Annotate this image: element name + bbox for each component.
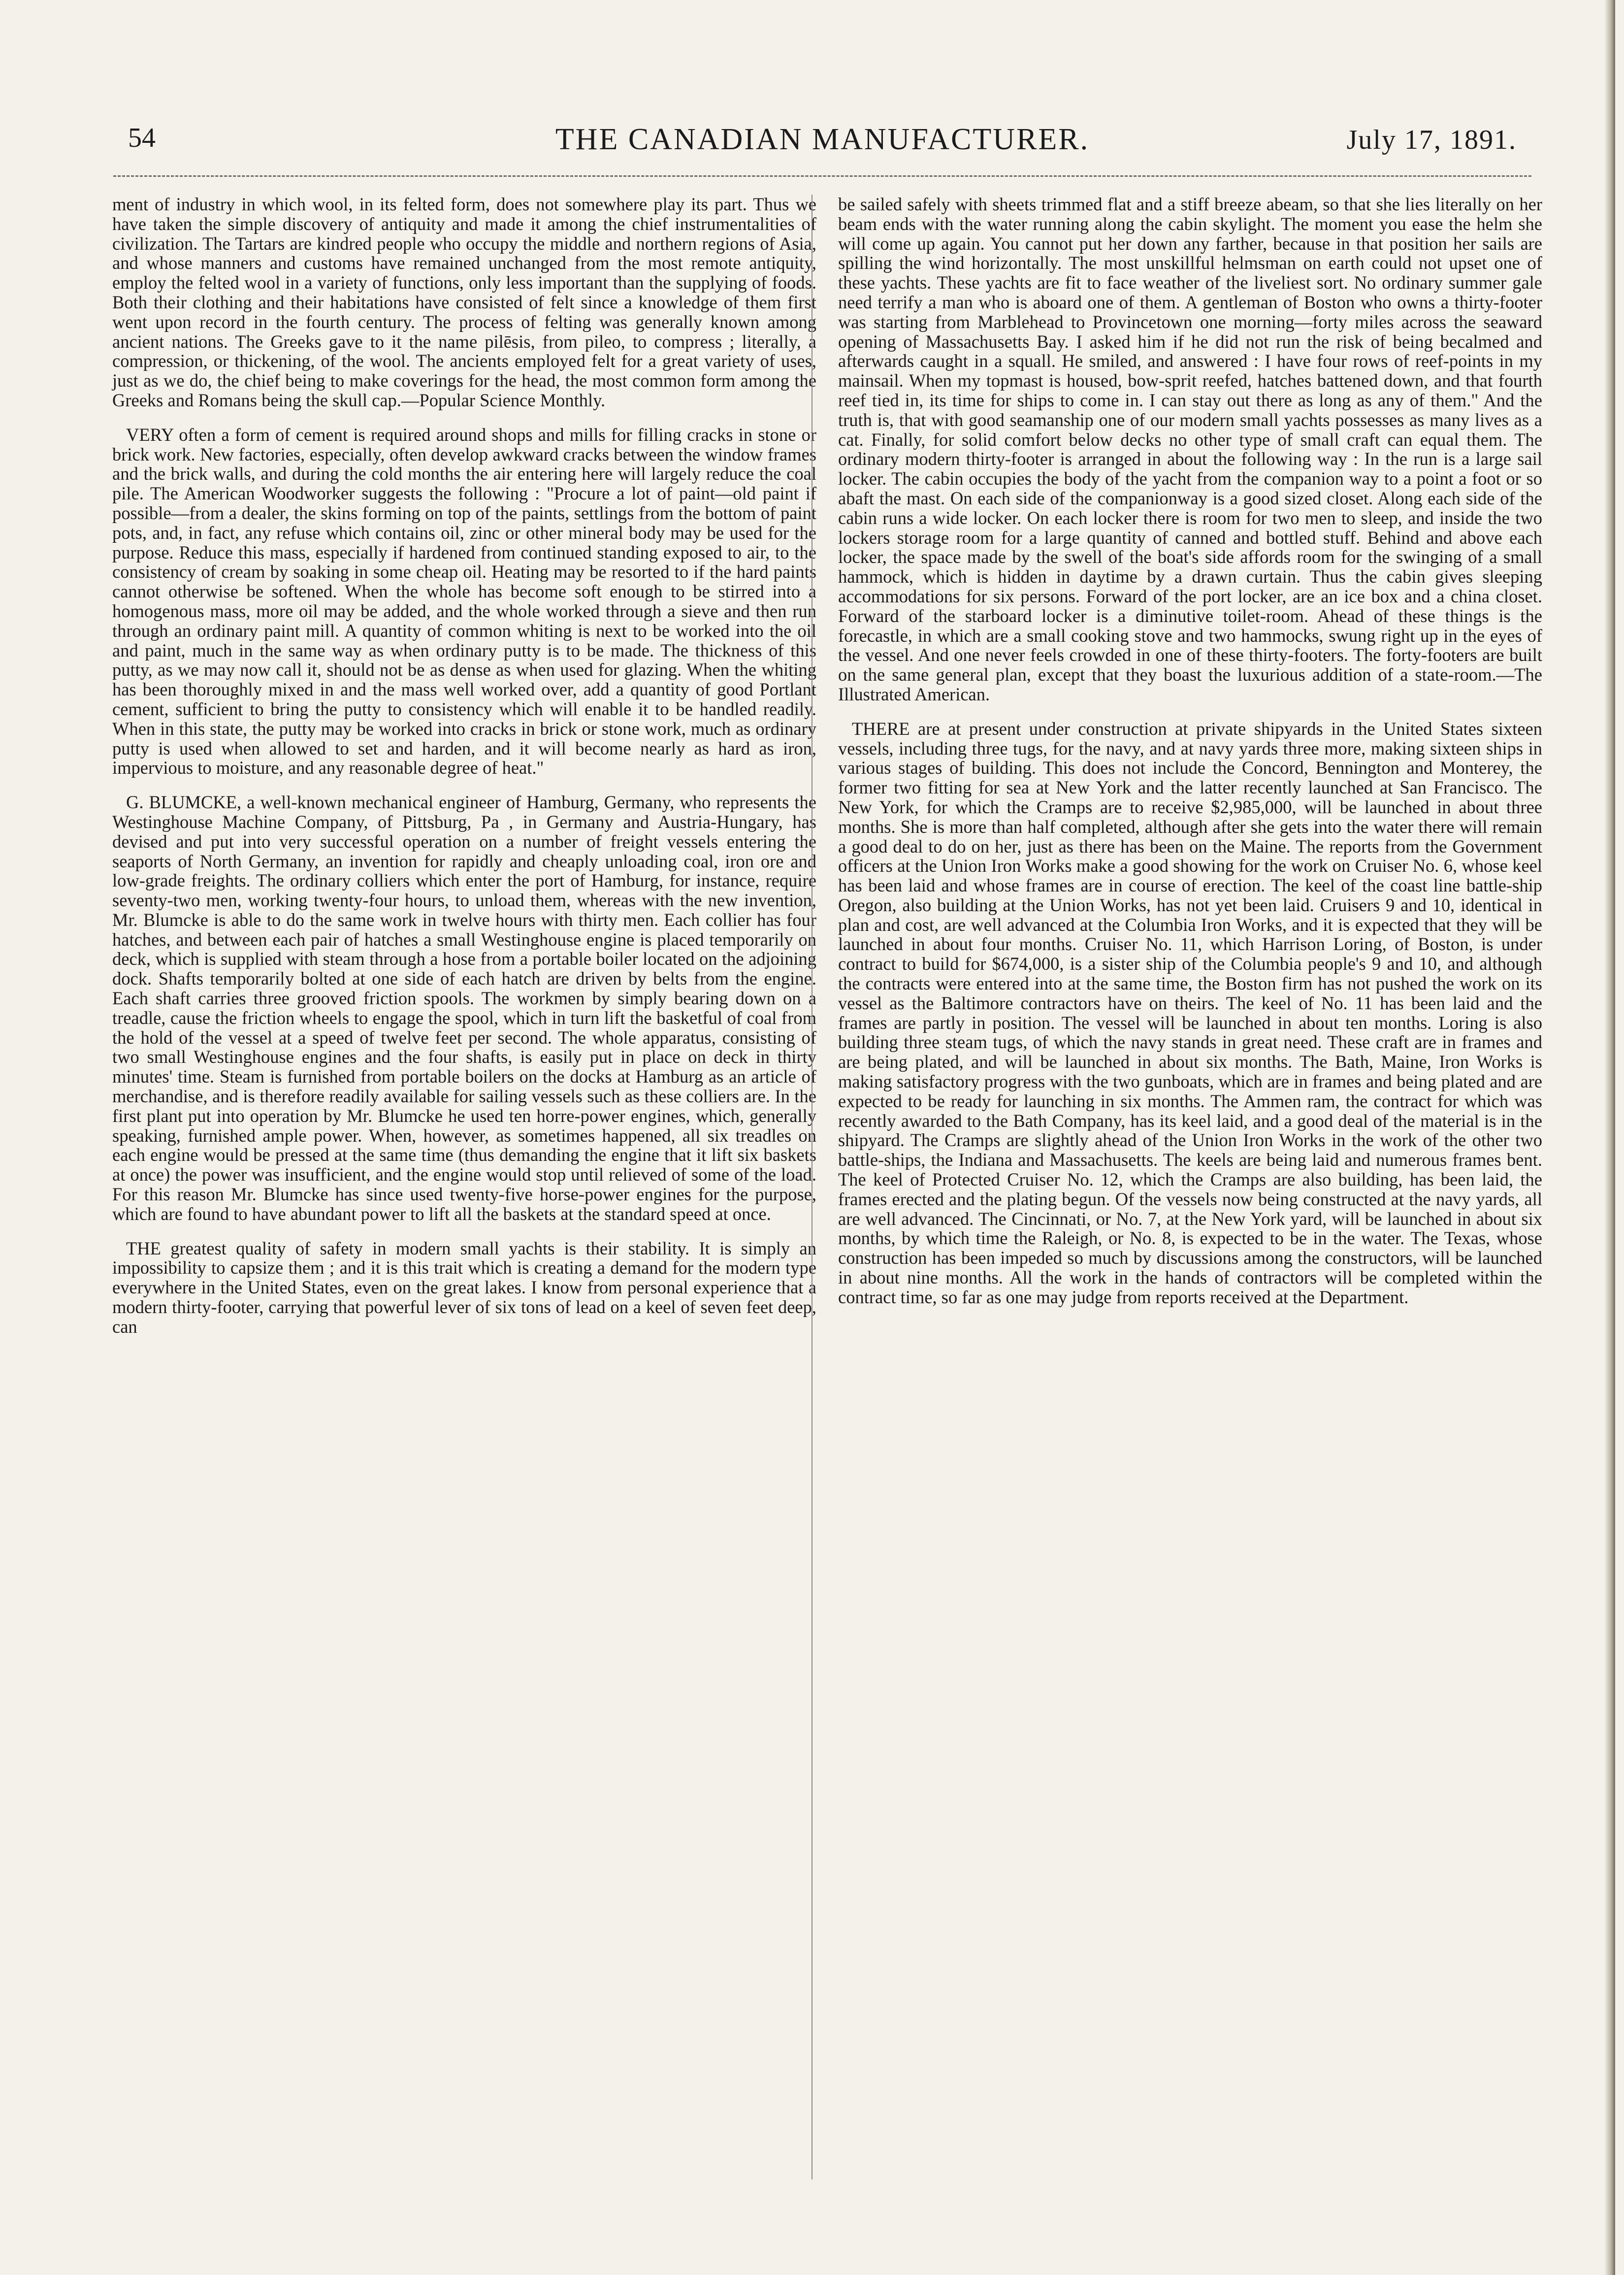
- article-navy-vessels: THERE are at present under construction at private shipyards in the United States sixteen vessels, including three tugs, for the navy, and at navy yards three more, making sixteen ships in various stages of building. This does not include the Concord, Bennington and Monterey, the former two fitting for sea at New York and the latter recently launched at San Francisco. The New York, for which the Cramps are to receive $2,985,000, will be launched in about three months. She is more than half completed, although after she gets into the water there will remain a good deal to do on her, just as there has been on the Maine. The reports from the Government officers at the Union Iron Works make a good showing for the work on Cruiser No. 6, whose keel has been laid and whose frames are in course of erection. The keel of the coast line battle-ship Oregon, also building at the Union Works, has not yet been laid. Cruisers 9 and 10, identical in plan and cost, are well advanced at the Columbia Iron Works, and it is expected that they will be launched in about four months. Cruiser No. 11, which Harrison Loring, of Boston, is under contract to build for $674,000, is a sister ship of the Columbia people's 9 and 10, and although the contracts were entered into at the same time, the Boston firm has not pushed the work on its vessel as the Baltimore contractors have on theirs. The keel of No. 11 has been laid and the frames are partly in position. The vessel will be launched in about ten months. Loring is also building three steam tugs, of which the navy stands in great need. These craft are in frames and are being plated, and will be launched in about six months. The Bath, Maine, Iron Works is making satisfactory progress with the two gunboats, which are in frames and being plated and are expected to be ready for launching in six months. The Ammen ram, the contract for which was recently awarded to the Bath Company, has its keel laid, and a good deal of the material is in the shipyard. The Cramps are slightly ahead of the Union Iron Works in the work of the other two battle-ships, the Indiana and Massachusetts. The keels are being laid and numerous frames bent. The keel of Protected Cruiser No. 12, which the Cramps are also building, has been laid, the frames erected and the plating begun. Of the vessels now being constructed at the navy yards, all are well advanced. The Cincinnati, or No. 7, at the New York yard, will be launched in about six months, by which time the Raleigh, or No. 8, is expected to be in the water. The Texas, whose construction has been impeded so much by discussions among the constructors, will be launched in about nine months. All the work in the hands of contractors will be completed within the contract time, so far as one may judge from reports received at the Department.: [838, 718, 1542, 1307]
- header-rule: [113, 175, 1531, 177]
- publication-title: THE CANADIAN MANUFACTURER.: [555, 123, 1090, 156]
- page-header: [113, 117, 1531, 171]
- left-column: [112, 195, 816, 1352]
- page-number: 54: [128, 123, 156, 153]
- article-felt-wool: ment of industry in which wool, in its felted form, does not somewhere play its part. Thus we have taken the simple discovery of antiquity and made it among the chief instrumentalities of civilization. The Tartars are kindred people who occupy the middle and northern regions of Asia, and whose manners and customs have remained unchanged from the most remote antiquity, employ the felted wool in a variety of functions, only less important than the supplying of foods. Both their clothing and their habitations have consisted of felt since a knowledge of them first went upon record in the fourth century. The process of felting was generally known among ancient nations. The Greeks gave to it the name pilēsis, from pileo, to compress ; literally, a compression, or thickening, of the wool. The ancients employed felt for a great variety of uses, just as we do, the chief being to make coverings for the head, the most common form among the Greeks and Romans being the skull cap.—Popular Science Monthly.: [112, 194, 816, 410]
- article-cement-cracks: VERY often a form of cement is required around shops and mills for filling cracks in stone or brick work. New factories, especially, often develop awkward cracks between the window frames and the brick walls, and during the cold months the air entering here will largely reduce the coal pile. The American Woodworker suggests the following : "Procure a lot of paint—old paint if possible—from a dealer, the skins forming on top of the paints, settlings from the bottom of paint pots, and, in fact, any refuse which contains oil, zinc or other mineral body may be used for the purpose. Reduce this mass, especially if hardened from continued standing exposed to air, to the consistency of cream by soaking in some cheap oil. Heating may be resorted to if the hard paints cannot otherwise be softened. When the whole has become soft enough to be stirred into a homogenous mass, more oil may be added, and the whole worked through a sieve and then run through an ordinary paint mill. A quantity of common whiting is next to be worked into the oil and paint, much in the same way as when ordinary putty is to be made. The thickness of this putty, as we may now call it, should not be as dense as when used for glazing. When the whiting has been thoroughly mixed in and the mass well worked over, add a quantity of good Portlant cement, sufficient to bring the putty to consistency which will enable it to be handled readily. When in this state, the putty may be worked into cracks in brick or stone work, much as ordinary putty is used when allowed to set and harden, and it will become nearly as hard as iron, impervious to moisture, and any reasonable degree of heat.": [112, 424, 816, 778]
- page-binding-edge: [1604, 0, 1615, 2275]
- article-coal-unloading: G. BLUMCKE, a well-known mechanical engineer of Hamburg, Germany, who represents the Westinghouse Machine Company, of Pittsburg, Pa , in Germany and Austria-Hungary, has devised and put into very successful operation on a number of freight vessels entering the seaports of North Germany, an invention for rapidly and cheaply unloading coal, iron ore and low-grade freights. The ordinary colliers which enter the port of Hamburg, for instance, require seventy-two men, working twenty-four hours, to unload them, whereas with the new invention, Mr. Blumcke is able to do the same work in twelve hours with thirty men. Each collier has four hatches, and between each pair of hatches a small Westinghouse engine is placed temporarily on deck, which is supplied with steam through a hose from a portable boiler located on the adjoining dock. Shafts temporarily bolted at one side of each hatch are driven by belts from the engine. Each shaft carries three grooved friction spools. The workmen by simply bearing down on a treadle, cause the friction wheels to engage the spool, which in turn lift the basketful of coal from the hold of the vessel at a speed of twelve feet per second. The whole apparatus, consisting of two small Westinghouse engines and the four shafts, is easily put in place on deck in thirty minutes' time. Steam is furnished from portable boilers on the docks at Hamburg as an article of merchandise, and is therefore readily available for sailing vessels such as these colliers are. In the first plant put into operation by Mr. Blumcke he used ten horre-power engines, which, generally speaking, furnished ample power. When, however, as sometimes happened, all six treadles on each engine would be pressed at the same time (thus demanding the engine that it lift six baskets at once) the power was insufficient, and the engine would stop until relieved of some of the load. For this reason Mr. Blumcke has since used twenty-five horse-power engines for the purpose, which are found to have abundant power to lift all the baskets at the standard speed at once.: [112, 792, 816, 1224]
- article-yacht-continued: be sailed safely with sheets trimmed flat and a stiff breeze abeam, so that she lies literally on her beam ends with the water running along the cabin skylight. The moment you ease the helm she will come up again. You cannot put her down any farther, because in that position her sails are spilling the wind horizontally. The most unskillful helmsman on earth could not upset one of these yachts. These yachts are fit to face weather of the liveliest sort. No ordinary summer gale need terrify a man who is aboard one of them. A gentleman of Boston who owns a thirty-footer was starting from Marblehead to Provincetown one morning—forty miles across the seaward opening of Massachusetts Bay. I asked him if he did not run the risk of being becalmed and afterwards caught in a squall. He smiled, and answered : I have four rows of reef-points in my mainsail. When my topmast is housed, bow-sprit reefed, hatches battened down, and that fourth reef tied in, its time for ships to come in. I can stay out there as long as any of them." And the truth is, that with good seamanship one of our modern small yachts possesses as many lives as a cat. Finally, for solid comfort below decks no other type of small craft can equal them. The ordinary modern thirty-footer is arranged in about the following way : In the run is a large sail locker. The cabin occupies the body of the yacht from the companion way to a point a foot or so abaft the mast. On each side of the companionway is a good sized closet. Along each side of the cabin runs a wide locker. On each locker there is room for two men to sleep, and inside the two lockers storage room for a large quantity of canned and bottled stuff. Behind and above each locker, the space made by the swell of the boat's side affords room for the swinging of a small hammock, which is hidden in daytime by a drawn curtain. Thus the cabin gives sleeping accommodations for six persons. Forward of the port locker, are an ice box and a china closet. Forward of the starboard locker is a diminutive toilet-room. Ahead of these things is the forecastle, in which are a small cooking stove and two hammocks, swung right up in the eyes of the vessel. And one never feels crowded in one of these thirty-footers. The forty-footers are built on the same general plan, except that they boast the luxurious addition of a state-room.—The Illustrated American.: [838, 194, 1542, 704]
- issue-date: July 17, 1891.: [1346, 125, 1517, 155]
- article-yacht-stability: THE greatest quality of safety in modern small yachts is their stability. It is simply an impossibility to capsize them ; and it is this trait which is creating a demand for the modern type everywhere in the United States, even on the great lakes. I know from personal experience that a modern thirty-footer, carrying that powerful lever of six tons of lead on a keel of seven feet deep, can: [112, 1238, 816, 1337]
- right-column: [838, 195, 1542, 1322]
